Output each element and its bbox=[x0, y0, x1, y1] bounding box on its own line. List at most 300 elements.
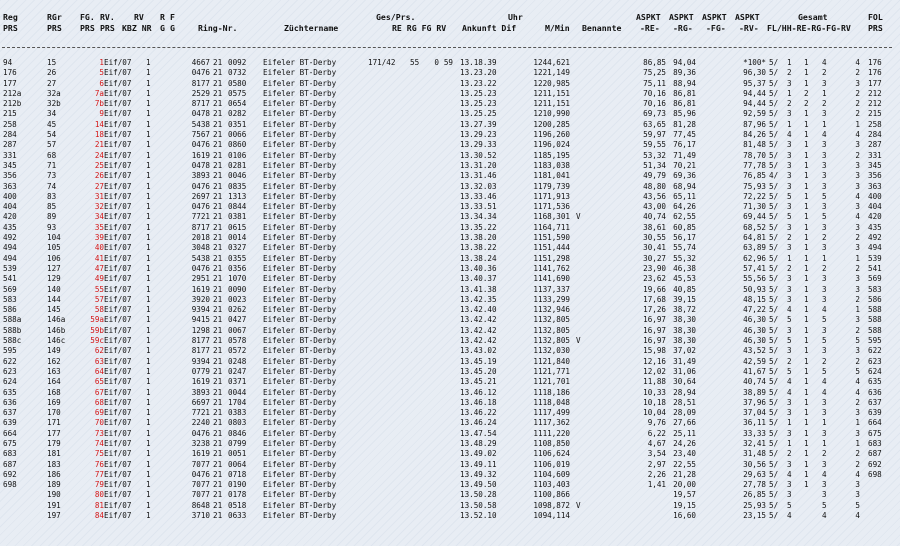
cell-nr: 1 bbox=[146, 490, 151, 500]
cell-g-re: 3 bbox=[787, 202, 792, 212]
cell-ring-c: 0092 bbox=[228, 58, 247, 67]
cell-aspkt-rg: 20,00 bbox=[673, 480, 696, 490]
cell-g-fg: 3 bbox=[822, 160, 827, 170]
col-f-top: F bbox=[170, 12, 175, 22]
cell-g-re: 5 bbox=[787, 366, 792, 376]
col-rgr-prs: PRS bbox=[47, 23, 62, 33]
cell-mmin: 1171,913 bbox=[533, 191, 570, 201]
cell-kbz: Eif/07 bbox=[104, 150, 132, 160]
cell-ring-b: 21 bbox=[213, 480, 223, 490]
cell-zuechter: Eifeler BT-Derby bbox=[263, 58, 337, 67]
cell-ring-a: 0476 bbox=[191, 68, 210, 78]
cell-rgr: 140 bbox=[47, 284, 61, 294]
cell-rv-prs: 26 bbox=[94, 171, 104, 181]
cell-rv-prs: 18 bbox=[94, 130, 104, 140]
cell-aspkt-rv: 31,48 bbox=[743, 449, 766, 459]
cell-ankunft: 13.25.23 bbox=[460, 88, 497, 98]
cell-fl-hh: 5/ bbox=[769, 346, 779, 356]
cell-aspkt-rg: 94,04 bbox=[673, 58, 696, 67]
cell-g-fg: 4 bbox=[822, 305, 827, 315]
cell-ring-c: 0178 bbox=[228, 490, 247, 500]
cell-rgr: 27 bbox=[47, 78, 57, 88]
cell-ring-c: 0518 bbox=[228, 500, 247, 510]
cell-g-re: 5 bbox=[787, 336, 792, 346]
cell-ring-b: 21 bbox=[213, 253, 223, 263]
cell-fl-hh: 5/ bbox=[769, 99, 779, 109]
cell-g-rg: 1 bbox=[804, 130, 809, 140]
table-row bbox=[0, 480, 900, 490]
cell-ring-a: 1298 bbox=[191, 325, 210, 335]
cell-aspkt-re: 2,26 bbox=[647, 469, 666, 479]
cell-nr: 1 bbox=[146, 408, 151, 418]
cell-g-rg: 1 bbox=[804, 284, 809, 294]
cell-aspkt-rv: 78,70 bbox=[743, 150, 766, 160]
cell-kbz: Eif/07 bbox=[104, 511, 132, 521]
cell-g-fg: 3 bbox=[822, 78, 827, 88]
cell-kbz: Eif/07 bbox=[104, 88, 132, 98]
cell-g-fg: 1 bbox=[822, 119, 827, 129]
cell-g-fg: 3 bbox=[822, 243, 827, 253]
cell-g-rv: 2 bbox=[855, 68, 860, 78]
cell-g-fg: 1 bbox=[822, 88, 827, 98]
cell-fol: 176 bbox=[868, 68, 882, 78]
cell-rgr: 68 bbox=[47, 150, 57, 160]
cell-ring-c: 0282 bbox=[228, 109, 247, 119]
cell-aspkt-re: 10,18 bbox=[643, 397, 666, 407]
cell-benannte: V bbox=[576, 336, 581, 346]
cell-g-re: 3 bbox=[787, 140, 792, 150]
cell-g-fg: 3 bbox=[822, 140, 827, 150]
table-row bbox=[0, 501, 900, 511]
cell-mmin: 1137,337 bbox=[533, 284, 570, 294]
cell-ring-c: 0046 bbox=[228, 171, 247, 181]
cell-aspkt-re: 70,16 bbox=[643, 99, 666, 109]
cell-rgr: 104 bbox=[47, 233, 61, 243]
cell-rv-prs: 6 bbox=[99, 78, 104, 88]
cell-zuechter: Eifeler BT-Derby bbox=[263, 171, 337, 181]
cell-reg: 622 bbox=[3, 356, 17, 366]
cell-ankunft: 13.49.11 bbox=[460, 459, 497, 469]
cell-kbz: Eif/07 bbox=[104, 418, 132, 428]
cell-ring-c: 0067 bbox=[228, 325, 247, 335]
cell-g-re: 1 bbox=[787, 253, 792, 263]
cell-ring-b: 21 bbox=[213, 387, 223, 397]
cell-aspkt-re: 30,41 bbox=[643, 243, 666, 253]
cell-ring-b: 21 bbox=[213, 294, 223, 304]
cell-ring-b: 21 bbox=[213, 274, 223, 284]
cell-ring-a: 0478 bbox=[191, 109, 210, 119]
cell-rv-prs: 57 bbox=[94, 294, 104, 304]
cell-aspkt-rv: 71,30 bbox=[743, 202, 766, 212]
cell-ring-c: 0718 bbox=[228, 469, 247, 479]
col-ankunft: Ankunft Dif bbox=[462, 23, 517, 33]
cell-zuechter: Eifeler BT-Derby bbox=[263, 438, 337, 448]
cell-g-fg: 2 bbox=[822, 356, 827, 366]
cell-nr: 1 bbox=[146, 253, 151, 263]
cell-mmin: 1132,805 bbox=[533, 336, 570, 346]
cell-ring-a: 1619 bbox=[191, 284, 210, 294]
cell-ankunft: 13.41.38 bbox=[460, 284, 497, 294]
cell-nr: 1 bbox=[146, 160, 151, 170]
cell-g-fg: 3 bbox=[822, 284, 827, 294]
table-row bbox=[0, 305, 900, 315]
cell-aspkt-re: 48,80 bbox=[643, 181, 666, 191]
cell-fl-hh: 5/ bbox=[769, 160, 779, 170]
col-ring: Ring-Nr. bbox=[198, 23, 238, 33]
cell-fl-hh: 5/ bbox=[769, 511, 779, 521]
cell-mmin: 1104,609 bbox=[533, 469, 570, 479]
cell-kbz: Eif/07 bbox=[104, 346, 132, 356]
cell-rgr: 146b bbox=[47, 325, 66, 335]
cell-ring-b: 21 bbox=[213, 500, 223, 510]
cell-g-re: 1 bbox=[787, 438, 792, 448]
cell-aspkt-re: 9,76 bbox=[647, 418, 666, 428]
col-benannte: Benannte bbox=[582, 23, 622, 33]
cell-g-re: 3 bbox=[787, 480, 792, 490]
cell-g-rv: 2 bbox=[855, 325, 860, 335]
cell-g-rv: 3 bbox=[855, 480, 860, 490]
cell-fl-hh: 5/ bbox=[769, 377, 779, 387]
cell-aspkt-re: 16,97 bbox=[643, 315, 666, 325]
cell-fol: 586 bbox=[868, 294, 882, 304]
cell-fol: 623 bbox=[868, 356, 882, 366]
cell-zuechter: Eifeler BT-Derby bbox=[263, 336, 337, 346]
cell-ring-a: 0476 bbox=[191, 263, 210, 273]
cell-zuechter: Eifeler BT-Derby bbox=[263, 490, 337, 500]
cell-reg: 404 bbox=[3, 202, 17, 212]
cell-aspkt-rg: 37,02 bbox=[673, 346, 696, 356]
cell-mmin: 1121,701 bbox=[533, 377, 570, 387]
cell-zuechter: Eifeler BT-Derby bbox=[263, 150, 337, 160]
cell-g-re: 3 bbox=[787, 397, 792, 407]
cell-rgr: 129 bbox=[47, 274, 61, 284]
cell-g-re: 3 bbox=[787, 160, 792, 170]
cell-zuechter: Eifeler BT-Derby bbox=[263, 78, 337, 88]
cell-mmin: 1118,186 bbox=[533, 387, 570, 397]
table-row bbox=[0, 68, 900, 78]
cell-ring-b: 21 bbox=[213, 449, 223, 459]
cell-aspkt-rg: 19,57 bbox=[673, 490, 696, 500]
cell-g-re: 4 bbox=[787, 130, 792, 140]
cell-ankunft: 13.33.51 bbox=[460, 202, 497, 212]
table-row bbox=[0, 460, 900, 470]
cell-kbz: Eif/07 bbox=[104, 490, 132, 500]
cell-g-rv: 3 bbox=[855, 428, 860, 438]
cell-fol: 588 bbox=[868, 315, 882, 325]
cell-fl-hh: 5/ bbox=[769, 418, 779, 428]
cell-g-re: 5 bbox=[787, 500, 792, 510]
cell-ring-a: 3893 bbox=[191, 387, 210, 397]
cell-mmin: 1141,690 bbox=[533, 274, 570, 284]
cell-rgr: 54 bbox=[47, 130, 57, 140]
cell-reg: 698 bbox=[3, 480, 17, 490]
cell-rgr: 32a bbox=[47, 88, 61, 98]
cell-reg: 539 bbox=[3, 263, 17, 273]
cell-rgr: 105 bbox=[47, 243, 61, 253]
cell-reg: 583 bbox=[3, 294, 17, 304]
cell-rv-prs: 35 bbox=[94, 222, 104, 232]
cell-g-fg: 3 bbox=[822, 408, 827, 418]
cell-g-re: 3 bbox=[787, 428, 792, 438]
col-gesamt-cols: FL/HH-RE-RG-FG-RV bbox=[767, 23, 851, 33]
cell-ankunft: 13.34.34 bbox=[460, 212, 497, 222]
table-row bbox=[0, 264, 900, 274]
cell-g-fg: 3 bbox=[822, 428, 827, 438]
cell-ring-b: 21 bbox=[213, 109, 223, 119]
cell-aspkt-rv: 72,22 bbox=[743, 191, 766, 201]
cell-nr: 1 bbox=[146, 500, 151, 510]
cell-aspkt-re: 17,68 bbox=[643, 294, 666, 304]
cell-kbz: Eif/07 bbox=[104, 480, 132, 490]
cell-ankunft: 13.18.39 bbox=[460, 58, 497, 67]
cell-rv-prs: 47 bbox=[94, 263, 104, 273]
cell-ankunft: 13.38.22 bbox=[460, 243, 497, 253]
cell-aspkt-re: 38,61 bbox=[643, 222, 666, 232]
cell-rv-prs: 32 bbox=[94, 202, 104, 212]
cell-reg: 356 bbox=[3, 171, 17, 181]
cell-nr: 1 bbox=[146, 336, 151, 346]
cell-zuechter: Eifeler BT-Derby bbox=[263, 274, 337, 284]
cell-g-rv: 4 bbox=[855, 387, 860, 397]
cell-ring-a: 9415 bbox=[191, 315, 210, 325]
cell-aspkt-rg: 77,45 bbox=[673, 130, 696, 140]
cell-aspkt-re: 30,55 bbox=[643, 233, 666, 243]
cell-g-re: 3 bbox=[787, 459, 792, 469]
cell-fol: 636 bbox=[868, 387, 882, 397]
cell-g-fg: 3 bbox=[822, 346, 827, 356]
cell-aspkt-rg: 81,28 bbox=[673, 119, 696, 129]
cell-reg: 287 bbox=[3, 140, 17, 150]
cell-kbz: Eif/07 bbox=[104, 325, 132, 335]
cell-rgr: 34 bbox=[47, 109, 57, 119]
cell-g-rv: 2 bbox=[855, 397, 860, 407]
cell-ring-c: 0023 bbox=[228, 294, 247, 304]
cell-g-fg: 2 bbox=[822, 68, 827, 78]
cell-ring-b: 21 bbox=[213, 438, 223, 448]
table-row bbox=[0, 429, 900, 439]
cell-g-rg: 1 bbox=[804, 150, 809, 160]
cell-ring-a: 0779 bbox=[191, 366, 210, 376]
table-row bbox=[0, 151, 900, 161]
cell-fol: 595 bbox=[868, 336, 882, 346]
cell-kbz: Eif/07 bbox=[104, 222, 132, 232]
cell-ankunft: 13.27.39 bbox=[460, 119, 497, 129]
cell-aspkt-rg: 31,06 bbox=[673, 366, 696, 376]
cell-reg: 494 bbox=[3, 243, 17, 253]
cell-aspkt-rv: 63,89 bbox=[743, 243, 766, 253]
cell-g-re: 1 bbox=[787, 119, 792, 129]
cell-reg: 692 bbox=[3, 469, 17, 479]
cell-ring-c: 0106 bbox=[228, 150, 247, 160]
cell-aspkt-rv: 37,96 bbox=[743, 397, 766, 407]
cell-zuechter: Eifeler BT-Derby bbox=[263, 233, 337, 243]
cell-aspkt-rv: 92,59 bbox=[743, 109, 766, 119]
cell-ring-a: 5438 bbox=[191, 119, 210, 129]
cell-ankunft: 13.46.22 bbox=[460, 408, 497, 418]
cell-g-rv: 5 bbox=[855, 336, 860, 346]
cell-aspkt-rg: 25,11 bbox=[673, 428, 696, 438]
cell-ring-c: 0351 bbox=[228, 119, 247, 129]
cell-fol: 541 bbox=[868, 263, 882, 273]
cell-rgr: 145 bbox=[47, 305, 61, 315]
col-fg-prs: PRS bbox=[80, 23, 95, 33]
cell-fol: 637 bbox=[868, 397, 882, 407]
col-zuechter: Züchtername bbox=[284, 23, 339, 33]
cell-ring-c: 0355 bbox=[228, 253, 247, 263]
cell-fl-hh: 5/ bbox=[769, 233, 779, 243]
cell-ankunft: 13.50.58 bbox=[460, 500, 497, 510]
cell-ankunft: 13.40.36 bbox=[460, 263, 497, 273]
cell-rv-prs: 49 bbox=[94, 274, 104, 284]
cell-ring-c: 0381 bbox=[228, 212, 247, 222]
cell-ankunft: 13.35.22 bbox=[460, 222, 497, 232]
cell-g-rv: 3 bbox=[855, 408, 860, 418]
cell-ankunft: 13.43.02 bbox=[460, 346, 497, 356]
table-row bbox=[0, 171, 900, 181]
cell-g-re: 3 bbox=[787, 243, 792, 253]
cell-kbz: Eif/07 bbox=[104, 78, 132, 88]
cell-aspkt-rv: 46,30 bbox=[743, 315, 766, 325]
cell-g-rv: 3 bbox=[855, 140, 860, 150]
cell-g-re: 2 bbox=[787, 233, 792, 243]
cell-zuechter: Eifeler BT-Derby bbox=[263, 511, 337, 521]
cell-g-rg: 1 bbox=[804, 428, 809, 438]
cell-rv-prs: 81 bbox=[94, 500, 104, 510]
cell-reg: 623 bbox=[3, 366, 17, 376]
cell-kbz: Eif/07 bbox=[104, 160, 132, 170]
cell-kbz: Eif/07 bbox=[104, 408, 132, 418]
table-row bbox=[0, 449, 900, 459]
cell-aspkt-rg: 46,38 bbox=[673, 263, 696, 273]
cell-aspkt-rv: 43,52 bbox=[743, 346, 766, 356]
cell-g-rg: 1 bbox=[804, 233, 809, 243]
cell-zuechter: Eifeler BT-Derby bbox=[263, 119, 337, 129]
table-row bbox=[0, 182, 900, 192]
cell-rv-prs: 70 bbox=[94, 418, 104, 428]
cell-g-rg: 1 bbox=[804, 181, 809, 191]
cell-ring-a: 0476 bbox=[191, 469, 210, 479]
cell-g-re: 1 bbox=[787, 88, 792, 98]
cell-kbz: Eif/07 bbox=[104, 315, 132, 325]
cell-ring-c: 0090 bbox=[228, 284, 247, 294]
cell-aspkt-rv: *100* bbox=[743, 58, 766, 67]
cell-kbz: Eif/07 bbox=[104, 387, 132, 397]
cell-fl-hh: 5/ bbox=[769, 438, 779, 448]
cell-nr: 1 bbox=[146, 78, 151, 88]
cell-ankunft: 13.50.28 bbox=[460, 490, 497, 500]
table-row bbox=[0, 192, 900, 202]
cell-ring-a: 0476 bbox=[191, 202, 210, 212]
cell-reg: 400 bbox=[3, 191, 17, 201]
cell-g-rv: 4 bbox=[855, 212, 860, 222]
cell-aspkt-re: 10,33 bbox=[643, 387, 666, 397]
cell-fl-hh: 5/ bbox=[769, 243, 779, 253]
cell-g-rv: 3 bbox=[855, 490, 860, 500]
cell-ring-b: 21 bbox=[213, 78, 223, 88]
cell-mmin: 1117,362 bbox=[533, 418, 570, 428]
cell-reg: 215 bbox=[3, 109, 17, 119]
cell-ankunft: 13.29.23 bbox=[460, 130, 497, 140]
cell-ring-a: 9394 bbox=[191, 356, 210, 366]
col-mmin: M/Min bbox=[545, 23, 570, 33]
cell-rv-prs: 34 bbox=[94, 212, 104, 222]
cell-reg: 284 bbox=[3, 130, 17, 140]
cell-nr: 1 bbox=[146, 480, 151, 490]
cell-ring-a: 7077 bbox=[191, 490, 210, 500]
cell-zuechter: Eifeler BT-Derby bbox=[263, 222, 337, 232]
cell-fol: 400 bbox=[868, 191, 882, 201]
cell-rgr: 73 bbox=[47, 171, 57, 181]
cell-fl-hh: 5/ bbox=[769, 68, 779, 78]
cell-aspkt-rg: 38,30 bbox=[673, 315, 696, 325]
cell-ring-b: 21 bbox=[213, 397, 223, 407]
cell-gesprs: 171/42 bbox=[368, 58, 396, 67]
cell-aspkt-rv: 40,74 bbox=[743, 377, 766, 387]
cell-g-rv: 3 bbox=[855, 202, 860, 212]
cell-fol: 331 bbox=[868, 150, 882, 160]
cell-g-fg: 5 bbox=[822, 366, 827, 376]
cell-fol: 287 bbox=[868, 140, 882, 150]
cell-g-rv: 1 bbox=[855, 253, 860, 263]
table-row bbox=[0, 79, 900, 89]
cell-fol: 687 bbox=[868, 449, 882, 459]
cell-aspkt-rg: 31,49 bbox=[673, 356, 696, 366]
table-row bbox=[0, 439, 900, 449]
cell-kbz: Eif/07 bbox=[104, 119, 132, 129]
cell-nr: 1 bbox=[146, 181, 151, 191]
cell-g-rg: 1 bbox=[804, 243, 809, 253]
cell-fol: 215 bbox=[868, 109, 882, 119]
cell-rgr: 146c bbox=[47, 336, 66, 346]
cell-g-re: 2 bbox=[787, 99, 792, 109]
cell-mmin: 1200,285 bbox=[533, 119, 570, 129]
cell-g-re: 1 bbox=[787, 418, 792, 428]
cell-mmin: 1121,771 bbox=[533, 366, 570, 376]
cell-g-rv: 3 bbox=[855, 284, 860, 294]
cell-g-rv: 3 bbox=[855, 78, 860, 88]
cell-mmin: 1244,621 bbox=[533, 58, 570, 67]
cell-zuechter: Eifeler BT-Derby bbox=[263, 294, 337, 304]
cell-mmin: 1108,850 bbox=[533, 438, 570, 448]
cell-g-rv: 3 bbox=[855, 346, 860, 356]
cell-ring-a: 8648 bbox=[191, 500, 210, 510]
cell-nr: 1 bbox=[146, 263, 151, 273]
cell-rgr: 189 bbox=[47, 480, 61, 490]
cell-nr: 1 bbox=[146, 366, 151, 376]
cell-g-re: 3 bbox=[787, 274, 792, 284]
cell-g-rg: 1 bbox=[804, 408, 809, 418]
cell-nr: 1 bbox=[146, 109, 151, 119]
cell-g-fg: 3 bbox=[822, 202, 827, 212]
cell-aspkt-rv: 29,63 bbox=[743, 469, 766, 479]
cell-aspkt-rg: 70,21 bbox=[673, 160, 696, 170]
cell-kbz: Eif/07 bbox=[104, 397, 132, 407]
cell-fl-hh: 5/ bbox=[769, 397, 779, 407]
cell-g-fg: 4 bbox=[822, 58, 827, 67]
cell-aspkt-rv: 75,93 bbox=[743, 181, 766, 191]
cell-aspkt-rg: 64,26 bbox=[673, 202, 696, 212]
cell-ring-c: 0575 bbox=[228, 88, 247, 98]
cell-aspkt-rv: 47,22 bbox=[743, 305, 766, 315]
cell-rgr: 26 bbox=[47, 68, 57, 78]
cell-ring-b: 21 bbox=[213, 130, 223, 140]
cell-g-re: 3 bbox=[787, 490, 792, 500]
table-row bbox=[0, 254, 900, 264]
table-row bbox=[0, 109, 900, 119]
cell-g-rg: 1 bbox=[804, 480, 809, 490]
cell-ring-c: 0281 bbox=[228, 160, 247, 170]
cell-nr: 1 bbox=[146, 377, 151, 387]
